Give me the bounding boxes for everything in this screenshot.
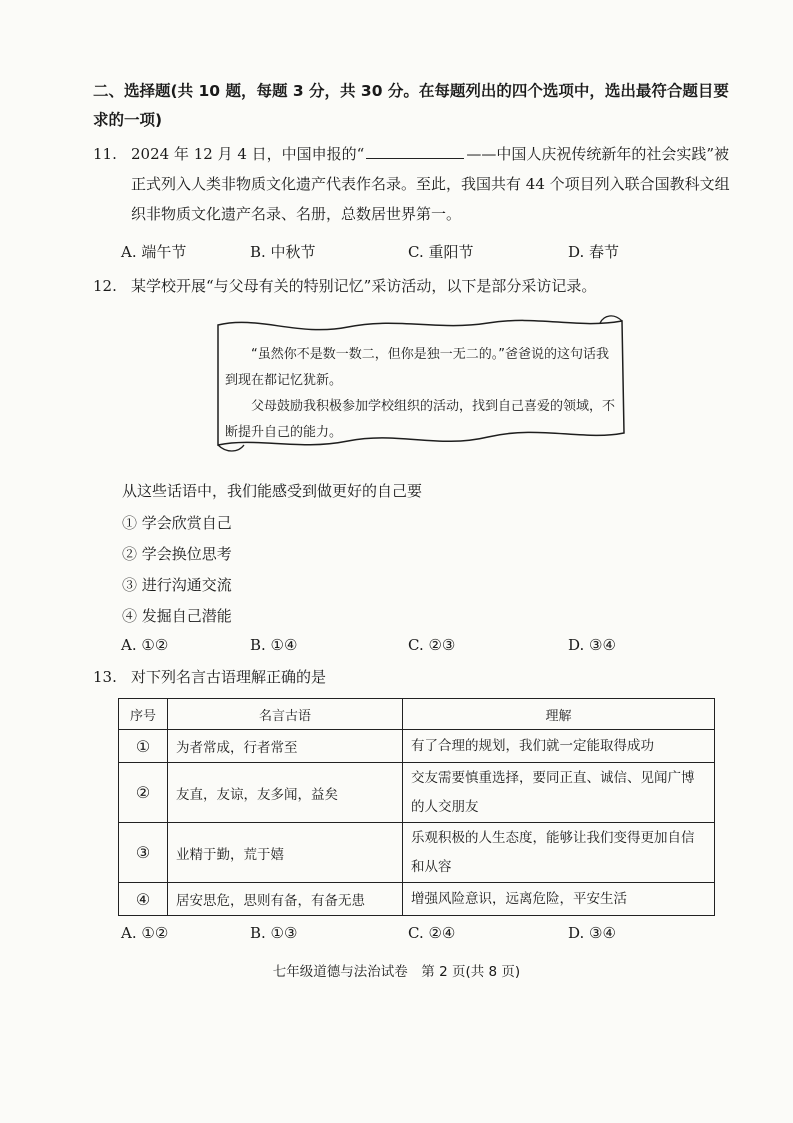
statement-2: ② 学会换位思考 (122, 545, 232, 563)
question-text-end: ——中国人庆祝传统新年的社会实践”被正式列入人类非物质文化遗产代表作名录。至此，我国共有 44 个项目列入联合国教科文组织非物质文化遗产名录、名册，总数居世界第一。 (131, 145, 730, 223)
question-12 (93, 271, 733, 301)
page-footer: 七年级道德与法治试卷 第 2 页(共 8 页) (272, 964, 521, 980)
table-row (119, 823, 715, 883)
maxim-cell: 友直，友谅，友多闻，益矣 (168, 763, 403, 823)
section-header: 二、选择题(共 10 题，每题 3 分，共 30 分。在每题列出的四个选项中，选出最符合题目要求的一项) (93, 82, 729, 129)
column-header: 序号 (119, 699, 168, 730)
option-a[interactable]: A. ①② (121, 636, 169, 654)
question-number: 12. (93, 277, 117, 295)
maxim-cell: 为者常成，行者常至 (168, 730, 403, 763)
column-header: 理解 (403, 699, 715, 730)
record-paragraph: 父母鼓励我积极参加学校组织的活动，找到自己喜爱的领域，不断提升自己的能力。 (225, 399, 616, 440)
option-a[interactable]: A. 端午节 (121, 243, 187, 261)
meaning-cell: 交友需要慎重选择，要同正直、诚信、见闻广博的人交朋友 (403, 763, 715, 823)
question-text (131, 139, 731, 229)
question-number: 13. (93, 668, 117, 686)
option-a[interactable]: A. ①② (121, 924, 169, 942)
table-row (119, 883, 715, 916)
option-d[interactable]: D. ③④ (568, 636, 616, 654)
option-b[interactable]: B. ①③ (250, 924, 298, 942)
question-text-start: 2024 年 12 月 4 日，中国申报的“ (131, 145, 365, 163)
statement-4: ④ 发掘自己潜能 (122, 607, 232, 625)
option-b[interactable]: B. 中秋节 (250, 243, 316, 261)
maxim-cell: 业精于勤，荒于嬉 (168, 823, 403, 883)
maxim-cell: 居安思危，思则有备，有备无患 (168, 883, 403, 916)
interview-record (225, 342, 615, 446)
row-number: ③ (119, 823, 168, 883)
question-text: 某学校开展“与父母有关的特别记忆”采访活动，以下是部分采访记录。 (131, 277, 597, 295)
table-header-row (119, 699, 715, 730)
meaning-cell: 增强风险意识，远离危险，平安生活 (403, 883, 715, 916)
meaning-cell: 有了合理的规划，我们就一定能取得成功 (403, 730, 715, 763)
maxims-table (118, 698, 715, 916)
row-number: ① (119, 730, 168, 763)
question-13 (93, 662, 733, 692)
option-d[interactable]: D. 春节 (568, 243, 620, 261)
option-b[interactable]: B. ①④ (250, 636, 298, 654)
option-d[interactable]: D. ③④ (568, 924, 616, 942)
row-number: ② (119, 763, 168, 823)
row-number: ④ (119, 883, 168, 916)
question-number: 11. (93, 145, 117, 163)
statement-1: ① 学会欣赏自己 (122, 514, 232, 532)
option-c[interactable]: C. ②③ (408, 636, 456, 654)
column-header: 名言古语 (168, 699, 403, 730)
table-row (119, 730, 715, 763)
fill-blank (366, 144, 464, 159)
record-paragraph: “虽然你不是数一数二，但你是独一无二的。”爸爸说的这句话我到现在都记忆犹新。 (225, 347, 609, 388)
option-c[interactable]: C. 重阳节 (408, 243, 474, 261)
table-row (119, 763, 715, 823)
question-text: 对下列名言古语理解正确的是 (131, 668, 327, 686)
option-c[interactable]: C. ②④ (408, 924, 456, 942)
question-12-prompt: 从这些话语中，我们能感受到做更好的自己要 (122, 482, 423, 500)
meaning-cell: 乐观积极的人生态度，能够让我们变得更加自信和从容 (403, 823, 715, 883)
statement-3: ③ 进行沟通交流 (122, 576, 232, 594)
